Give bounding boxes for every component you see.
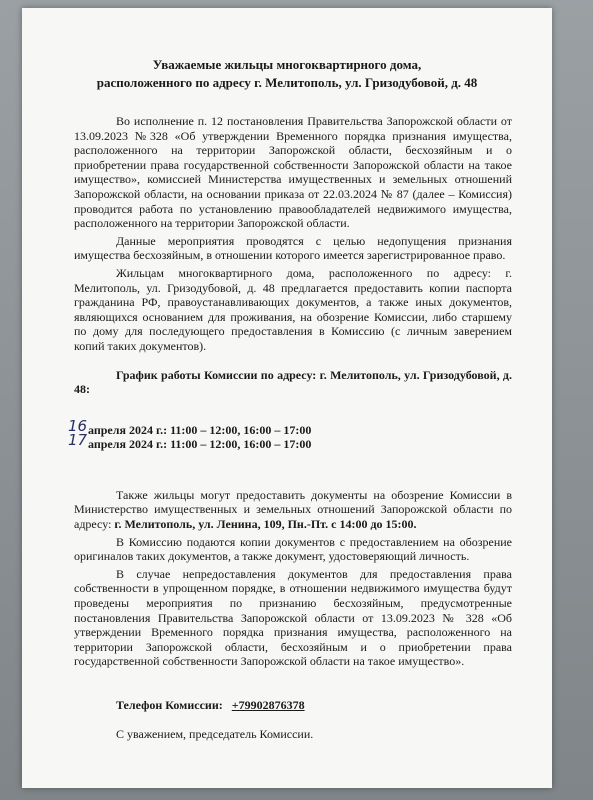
signoff: С уважением, председатель Комиссии. bbox=[116, 726, 314, 741]
notice-sheet bbox=[22, 8, 552, 788]
schedule-title: График работы Комиссии по адресу: г. Мелитополь, ул. Гризодубовой, д. 48: bbox=[74, 367, 512, 397]
phone-line bbox=[74, 698, 512, 713]
paragraph-1: Во исполнение п. 12 постановления Правительства Запорожской области от 13.09.2023 №328 «Об утверждении Временного порядка признания имущества, расположенного на территории Запорожской области, бесхозяйным и о приобретении права государственной собственности Запорожской области на такое имущество», комиссией Министерства имущественных и земельных отношений Запорожской области, на основании приказа от 22.03.2024 № 87 (далее – Комиссия) проводится работа по установлению правообладателей недвижимого имущества, расположенного на территории Запорожской области. bbox=[74, 114, 512, 231]
paragraph-4-text: Также жильцы могут предоставить документы на обозрение Комиссии в Министерство имущественных и земельных отношений Запорожской области по адресу: bbox=[74, 487, 512, 532]
phone-label: Телефон Комиссии: bbox=[116, 698, 223, 712]
title-line-2: расположенного по адресу г. Мелитополь, ул. Гризодубовой, д. 48 bbox=[96, 75, 478, 90]
schedule-text: апреля 2024 г.: 11:00 – 12:00, 16:00 – 17:00 bbox=[88, 437, 312, 452]
handwritten-day: 16 bbox=[68, 416, 88, 435]
notice-title bbox=[22, 56, 552, 92]
schedule-row bbox=[68, 431, 512, 452]
paragraph-4 bbox=[74, 488, 512, 532]
schedule-text: апреля 2024 г.: 11:00 – 12:00, 16:00 – 17:00 bbox=[88, 422, 312, 437]
paragraph-5: В Комиссию подаются копии документов с предоставлением на обозрение оригиналов таких документов, а также документ, удостоверяющий личность. bbox=[74, 534, 512, 564]
schedule-row bbox=[68, 416, 512, 438]
handwritten-day: 17 bbox=[68, 431, 88, 450]
phone-number: +79902876378 bbox=[231, 698, 305, 712]
commission-address: г. Мелитополь, ул. Ленина, 109, Пн.-Пт. с 14:00 до 15:00. bbox=[114, 517, 417, 532]
title-line-1: Уважаемые жильцы многоквартирного дома, bbox=[152, 57, 422, 72]
paragraph-3: Жильцам многоквартирного дома, расположенного по адресу: г. Мелитополь, ул. Гризодубовой, д. 48 предлагается предоставить копии паспорта гражданина РФ, правоустанавливающих документов, а также иных документов, являющихся основанием для проживания, на обозрение Комиссии, либо старшему по дому для последующего предоставления в Комиссию (с личным заверением копий таких документов). bbox=[74, 265, 512, 353]
paragraph-6: В случае непредоставления документов для предоставления права собственности в упрощенном порядке, в отношении недвижимого имущества будут проведены мероприятия по признанию бесхозяйным, предусмотренные постановления Правительства Запорожской области от 13.09.2023 № 328 «Об утверждении Временного порядка признания имущества, расположенного на территории Запорожской области, бесхозяйным и о приобретении права государственной собственности Запорожской области на такое имущество». bbox=[74, 566, 512, 669]
paragraph-2: Данные мероприятия проводятся с целью недопущения признания имущества бесхозяйным, в отношении которого имеется зарегистрированное право. bbox=[74, 233, 512, 263]
notice-body bbox=[68, 114, 512, 741]
